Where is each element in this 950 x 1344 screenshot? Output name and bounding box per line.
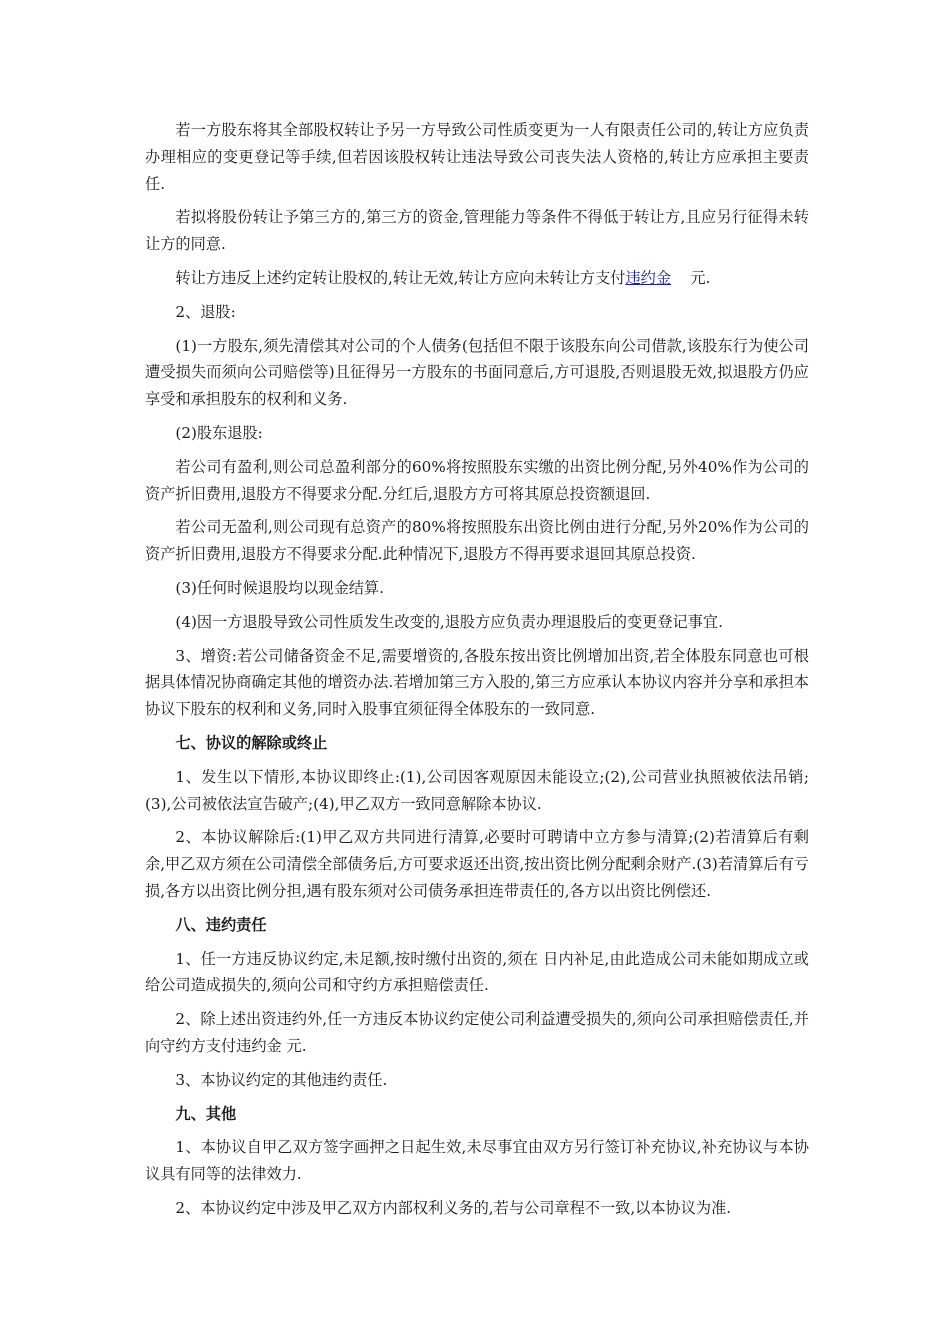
paragraph-termination-1: 1、发生以下情形,本协议即终止:(1),公司因客观原因未能设立;(2),公司营业执照被依法吊销;(3),公司被依法宣告破产;(4),甲乙双方一致同意解除本协议. xyxy=(145,767,809,813)
paragraph-withdrawal-4: (4)因一方退股导致公司性质发生改变的,退股方应负责办理退股后的变更登记事宜. xyxy=(175,612,723,631)
paragraph-share-transfer-third-party: 若拟将股份转让予第三方的,第三方的资金,管理能力等条件不得低于转让方,且应另行征得未转让方的同意. xyxy=(145,208,809,254)
paragraph-withdrawal-2: (2)股东退股: xyxy=(175,423,263,442)
section-heading-other: 九、其他 xyxy=(175,1104,237,1123)
transfer-breach-suffix: 元. xyxy=(671,268,711,287)
paragraph-withdrawal-title: 2、退股: xyxy=(175,302,236,321)
paragraph-capital-increase: 3、增资:若公司储备资金不足,需要增资的,各股东按出资比例增加出资,若全体股东同意也可根据具体情况协商确定其他的增资办法.若增加第三方入股的,第三方应承认本协议内容并分享和承担本协议下股东的权利和义务,同时入股事宜须征得全体股东的一致同意. xyxy=(145,646,809,719)
section-heading-termination: 七、协议的解除或终止 xyxy=(175,733,328,752)
paragraph-liability-3: 3、本协议约定的其他违约责任. xyxy=(175,1070,388,1089)
paragraph-profit-case: 若公司有盈利,则公司总盈利部分的60%将按照股东实缴的出资比例分配,另外40%作为公司的资产折旧费用,退股方不得要求分配.分红后,退股方方可将其原总投资额退回. xyxy=(145,457,809,503)
paragraph-transfer-breach xyxy=(145,265,809,292)
paragraph-withdrawal-3: (3)任何时候退股均以现金结算. xyxy=(175,578,384,597)
paragraph-liability-2: 2、除上述出资违约外,任一方违反本协议约定使公司利益遭受损失的,须向公司承担赔偿责任,并向守约方支付违约金 元. xyxy=(145,1010,809,1055)
paragraph-no-profit-case: 若公司无盈利,则公司现有总资产的80%将按照股东出资比例由进行分配,另外20%作为公司的资产折旧费用,退股方不得要求分配.此种情况下,退股方不得再要求退回其原总投资. xyxy=(145,518,809,564)
paragraph-other-2: 2、本协议约定中涉及甲乙双方内部权利义务的,若与公司章程不一致,以本协议为准. xyxy=(175,1198,732,1217)
document-page xyxy=(145,117,809,1222)
paragraph-termination-2: 2、本协议解除后:(1)甲乙双方共同进行清算,必要时可聘请中立方参与清算;(2)若清算后有剩余,甲乙双方须在公司清偿全部债务后,方可要求返还出资,按出资比例分配剩余财产.(3)若清算后有亏损,各方以出资比例分担,遇有股东须对公司债务承担连带责任的,各方以出资比例偿还. xyxy=(145,828,809,900)
paragraph-share-transfer-sole: 若一方股东将其全部股权转让予另一方导致公司性质变更为一人有限责任公司的,转让方应负责办理相应的变更登记等手续,但若因该股权转让违法导致公司丧失法人资格的,转让方应承担主要责任. xyxy=(145,121,809,193)
penalty-link[interactable]: 违约金 xyxy=(625,268,672,287)
transfer-breach-text: 转让方违反上述约定转让股权的,转让无效,转让方应向未转让方支付 xyxy=(175,268,626,287)
section-heading-liability: 八、违约责任 xyxy=(175,915,267,934)
paragraph-liability-1: 1、任一方违反协议约定,未足额,按时缴付出资的,须在 日内补足,由此造成公司未能如期成立或给公司造成损失的,须向公司和守约方承担赔偿责任. xyxy=(145,949,809,995)
paragraph-withdrawal-1: (1)一方股东,须先清偿其对公司的个人债务(包括但不限于该股东向公司借款,该股东行为使公司遭受损失而须向公司赔偿等)且征得另一方股东的书面同意后,方可退股,否则退股无效,拟退股方仍应享受和承担股东的权利和义务. xyxy=(145,336,809,409)
paragraph-other-1: 1、本协议自甲乙双方签字画押之日起生效,未尽事宜由双方另行签订补充协议,补充协议与本协议具有同等的法律效力. xyxy=(145,1138,809,1184)
